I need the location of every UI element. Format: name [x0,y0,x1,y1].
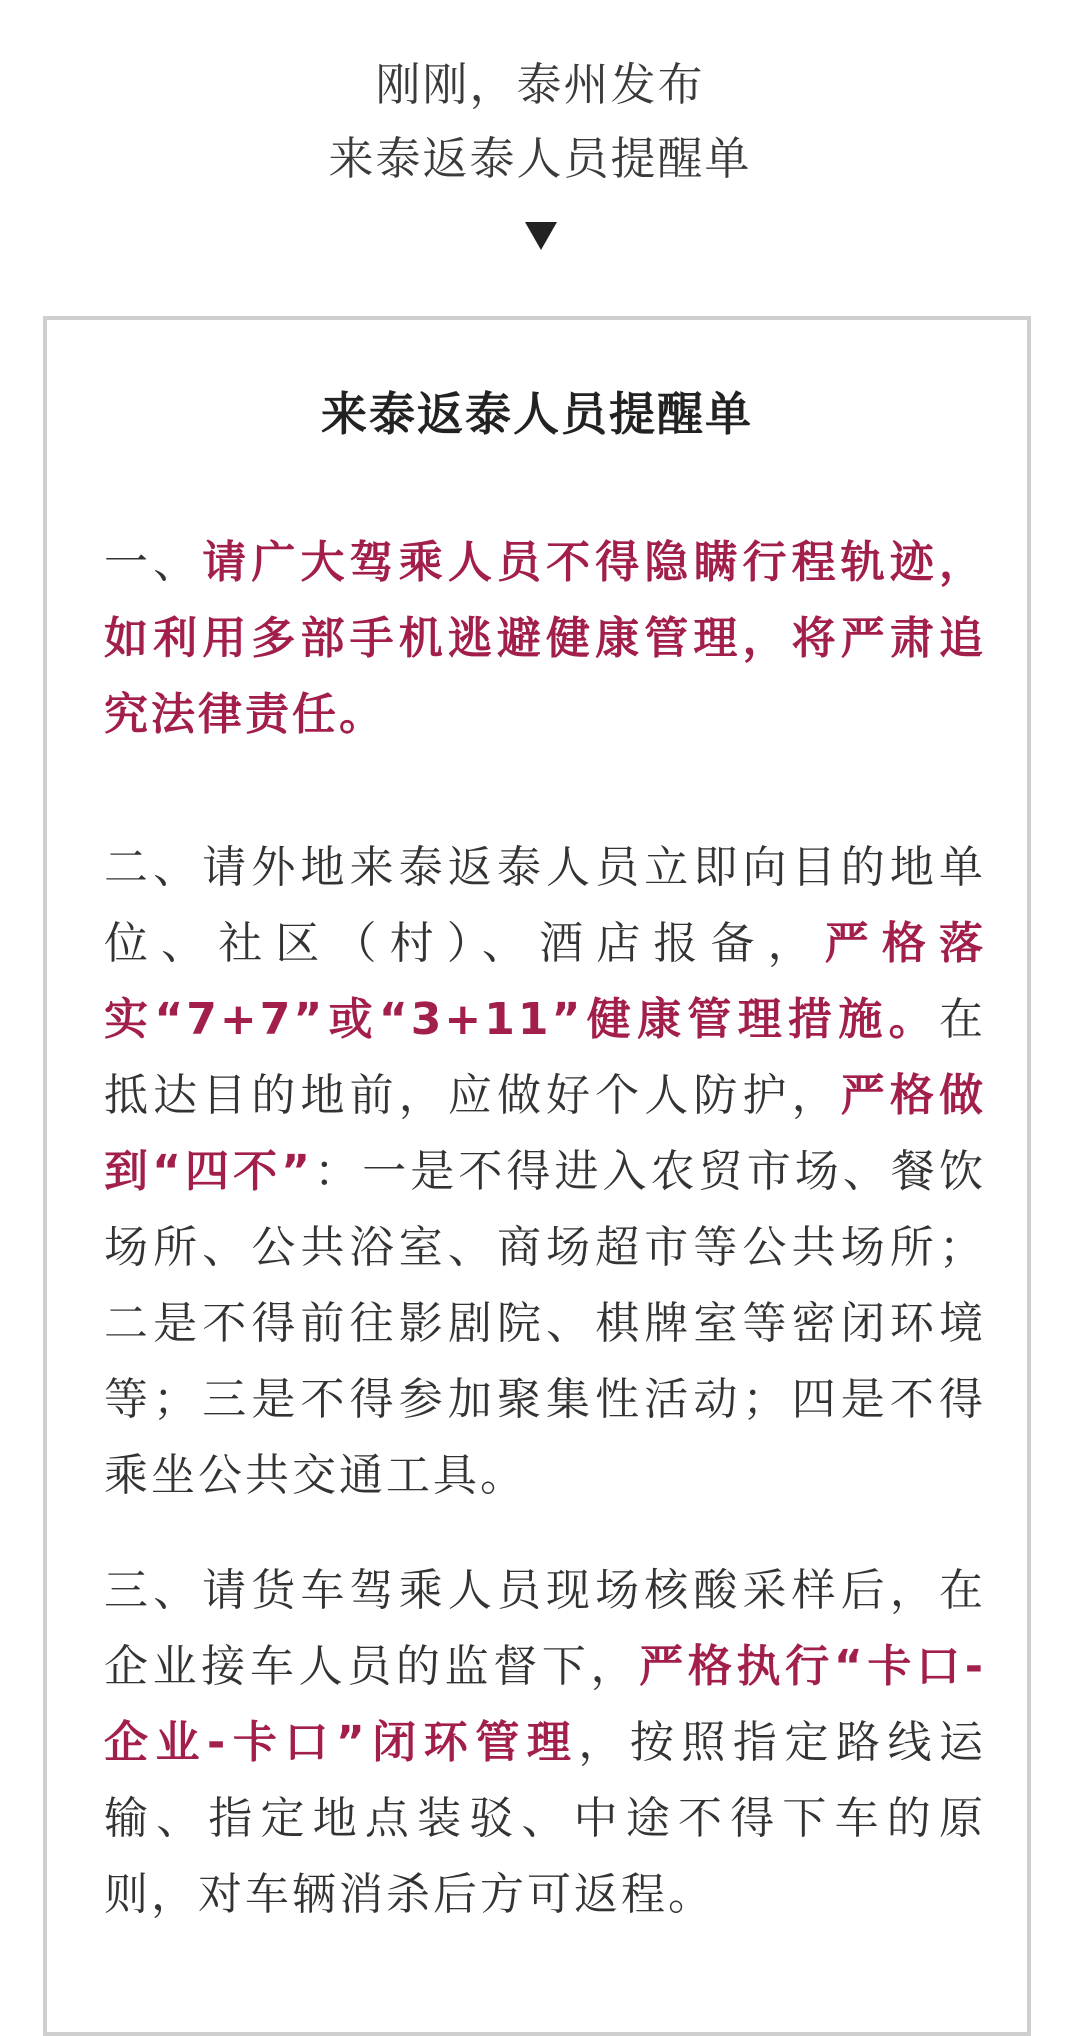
paragraph-2-text-2: 在抵达目的地前，应做好个人防护， [104,994,986,1121]
paragraph-3 [104,1553,986,1933]
paragraph-2 [104,830,986,1514]
down-arrow-icon [525,222,557,250]
paragraph-3-text-1: 三、请货车驾乘人员现场核酸采样后，在企业接车人员的监督下， [104,1565,986,1692]
paragraph-1 [104,525,986,753]
paragraph-2-highlight-1: 严格落实“7+7”或“3+11”健康管理措施。 [104,918,987,1045]
paragraph-2-highlight-2: 严格做到“四不” [104,1070,987,1197]
intro-line-2: 来泰返泰人员提醒单 [328,132,752,185]
intro-line-1: 刚刚，泰州发布 [375,58,705,111]
paragraph-2-text-1: 二、请外地来泰返泰人员立即向目的地单位、社区（村）、酒店报备， [104,842,986,969]
card-title: 来泰返泰人员提醒单 [321,387,753,441]
intro-heading [0,48,1080,196]
paragraph-1-prefix: 一、 [104,537,203,588]
paragraph-3-text-2: ，按照指定路线运输、指定地点装驳、中途不得下车的原则，对车辆消杀后方可返程。 [104,1717,987,1920]
paragraph-2-text-3: ：一是不得进入农贸市场、餐饮场所、公共浴室、商场超市等公共场所；二是不得前往影剧院、棋牌室等密闭环境等；三是不得参加聚集性活动；四是不得乘坐公共交通工具。 [104,1146,986,1501]
reminder-card [43,316,1031,2036]
paragraph-1-highlight: 请广大驾乘人员不得隐瞒行程轨迹，如利用多部手机逃避健康管理，将严肃追究法律责任。 [104,537,987,740]
paragraph-3-highlight-1: 严格执行“卡口-企业-卡口”闭环管理 [104,1641,986,1768]
